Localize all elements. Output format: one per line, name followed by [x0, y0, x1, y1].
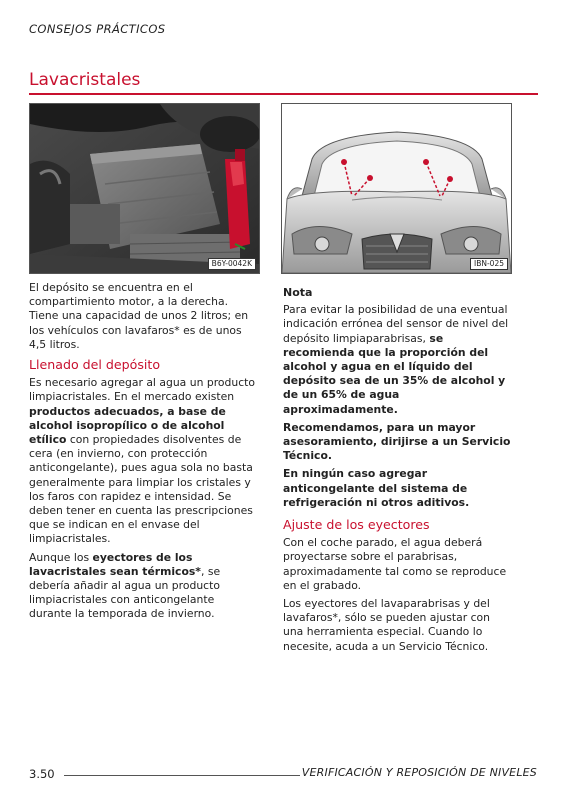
- ejectors-text: Aunque los: [29, 550, 93, 564]
- intro-paragraph: El depósito se encuentra en el compartimiento motor, a la derecha. Tiene una capacidad de unos 2 litros; en los vehículos con lavafaros* es de unos 4,5 litros.: [29, 281, 249, 351]
- engine-bay-illustration: [30, 104, 259, 273]
- car-front-illustration: [282, 104, 511, 273]
- figure-label: B6Y-0042K: [208, 258, 256, 270]
- page-number: 3.50: [29, 767, 55, 781]
- note-emphasis-2: Recomendamos, para un mayor asesoramiento, dirijirse a un Servicio Técnico.: [283, 420, 511, 463]
- right-column: [283, 286, 512, 658]
- title-rule: [29, 93, 538, 95]
- ejectors-paragraph: [29, 551, 258, 622]
- filling-text-cont: con propiedades disolventes de cera (en invierno, con protección anticongelante), pues agua sola no basta generalmente para limpiar los cristales y los faros con rapidez e intensidad. Se deben tener en cuenta las prescripciones que se indican en el envase del limpiacristales.: [29, 433, 253, 546]
- note-paragraph-2: [283, 421, 512, 464]
- note-emphasis-3: En ningún caso agregar anticongelante del sistema de refrigeración ni otros aditivos.: [283, 467, 470, 509]
- filling-emphasis: productos adecuados, a base de alcohol isopropílico o de alcohol etílico: [29, 404, 226, 447]
- running-header: CONSEJOS PRÁCTICOS: [29, 22, 166, 36]
- filling-text: Es necesario agregar al agua un producto limpiacristales. En el mercado existen: [29, 376, 255, 404]
- footer-rule: [64, 775, 300, 776]
- ejectors-emphasis: eyectores de los lavacristales sean térmicos*: [29, 550, 201, 578]
- footer-section: VERIFICACIÓN Y REPOSICIÓN DE NIVELES: [301, 766, 537, 779]
- section-heading-ajuste: Ajuste de los eyectores: [283, 517, 430, 533]
- engine-bay-figure: [29, 103, 260, 274]
- left-column: [29, 281, 258, 626]
- adjust-paragraph-2: Los eyectores del lavaparabrisas y del lavafaros*, sólo se pueden ajustar con una herramienta especial. Cuando lo necesite, acuda a un Servicio Técnico.: [283, 597, 491, 653]
- note-text: Para evitar la posibilidad de una eventual indicación errónea del sensor de nivel del depósito limpiaparabrisas,: [283, 303, 509, 345]
- adjust-paragraph-1: Con el coche parado, el agua deberá proyectarse sobre el parabrisas, aproximadamente tal como se reproduce en el grabado.: [283, 536, 507, 592]
- figure-label: IBN-025: [470, 258, 508, 270]
- note-emphasis: se recomienda que la proporción del alcohol y agua en el líquido del depósito sea de un 35% de alcohol y de un 65% de agua aproximadamente.: [283, 331, 506, 416]
- windshield-spray-figure: [281, 103, 512, 274]
- note-heading: Nota: [283, 286, 313, 299]
- note-paragraph-3: [283, 467, 512, 510]
- page-title: Lavacristales: [29, 70, 141, 90]
- section-heading-llenado: Llenado del depósito: [29, 357, 161, 373]
- note-paragraph-1: [283, 303, 512, 417]
- filling-paragraph: [29, 376, 258, 546]
- ejectors-text-cont: , se debería añadir al agua un producto limpiacristales con anticongelante durante la temporada de invierno.: [29, 564, 221, 621]
